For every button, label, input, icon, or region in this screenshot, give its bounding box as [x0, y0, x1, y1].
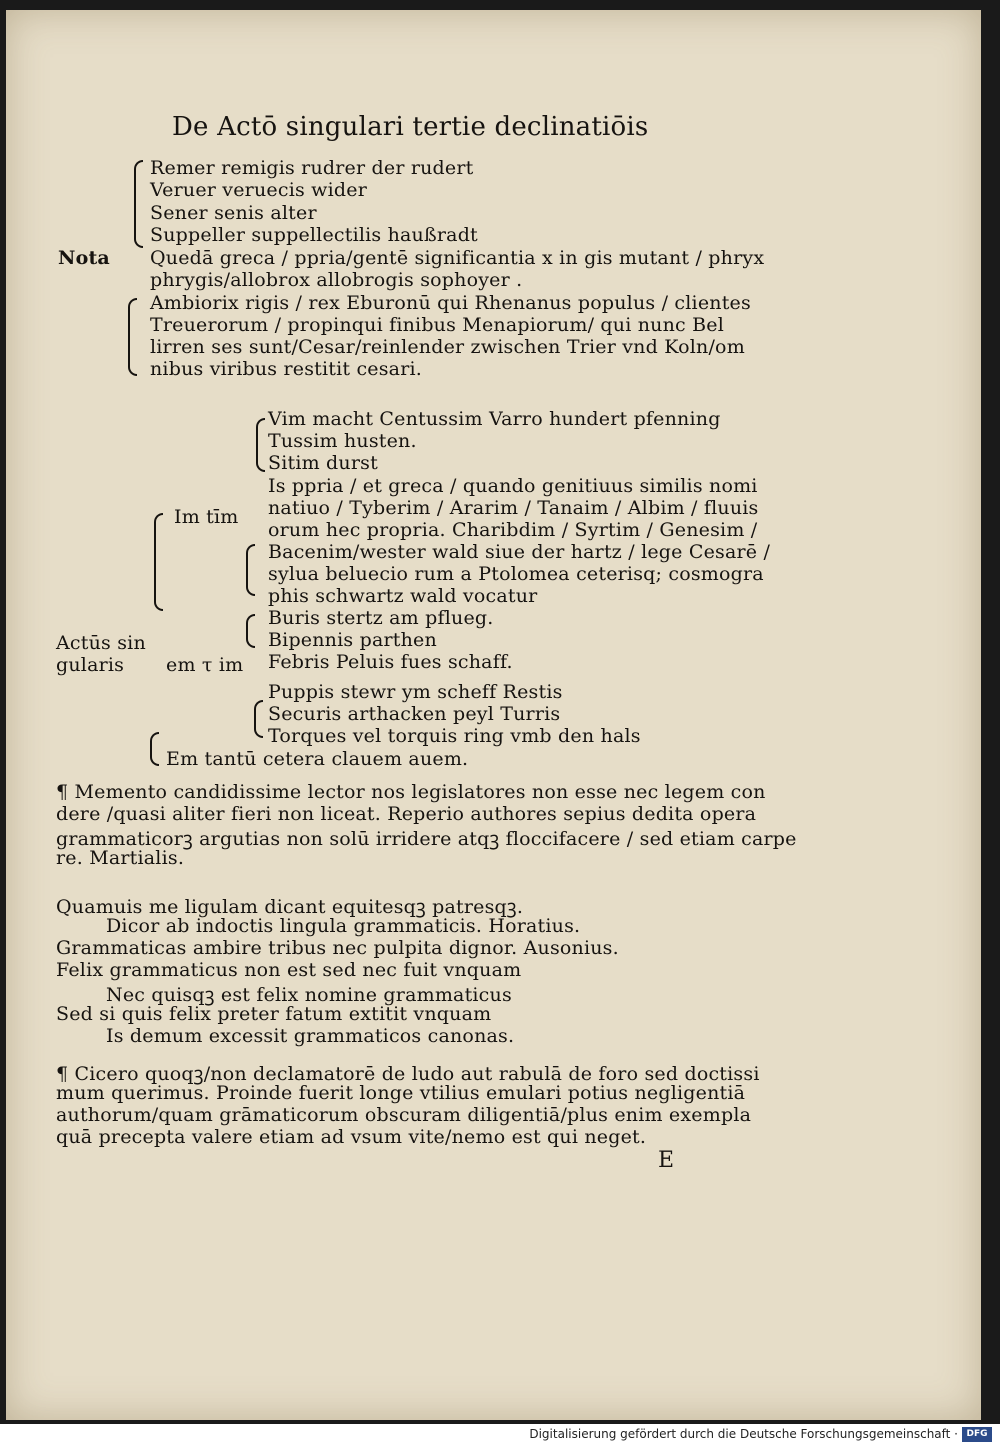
- text-line: Treuerorum / propinqui finibus Menapiorum/ qui nunc Bel: [150, 314, 725, 336]
- verse-line: Grammaticas ambire tribus nec pulpita dignor. Ausonius.: [56, 937, 619, 959]
- text-line: Is ppria / et greca / quando genitiuus similis nomi: [268, 475, 758, 497]
- verse-line: Sed si quis felix preter fatum extitit vnquam: [56, 1003, 492, 1025]
- paragraph-line: quā precepta valere etiam ad vsum vite/nemo est qui neget.: [56, 1126, 647, 1148]
- text-line: sylua beluecio rum a Ptolomea ceterisq; cosmogra: [268, 563, 764, 585]
- verse-line: Dicor ab indoctis lingula grammaticis. Horatius.: [106, 915, 581, 937]
- verse-line: Is demum excessit grammaticos canonas.: [106, 1025, 515, 1047]
- paragraph-line: mum querimus. Proinde fuerit longe vtilius emulari potius negligentiā: [56, 1082, 746, 1104]
- paragraph-line: grammaticorꝫ argutias non solū irridere atqꝫ floccifacere / sed etiam carpe: [56, 828, 797, 850]
- catchword: E: [658, 1148, 675, 1173]
- margin-note: Actūs sin: [56, 632, 146, 654]
- text-line: Sener senis alter: [150, 202, 317, 224]
- paragraph-line: dere /quasi aliter fieri non liceat. Reperio authores sepius dedita opera: [56, 803, 757, 825]
- verse-line: Felix grammaticus non est sed nec fuit vnquam: [56, 959, 522, 981]
- text-line: Vim macht Centussim Varro hundert pfenning: [268, 408, 721, 430]
- text-line: Bipennis parthen: [268, 629, 437, 651]
- text-line: Tussim husten.: [268, 430, 417, 452]
- footer-credit: Digitalisierung gefördert durch die Deutsche Forschungsgemeinschaft ·: [529, 1427, 958, 1441]
- brace-bracket: [246, 544, 255, 596]
- book-page: [6, 10, 981, 1420]
- text-line: phrygis/allobrox allobrogis sophoyer .: [150, 269, 523, 291]
- dfg-logo-icon: DFG: [962, 1427, 992, 1442]
- brace-bracket: [134, 160, 143, 248]
- text-line: Ambiorix rigis / rex Eburonū qui Rhenanus populus / clientes: [150, 292, 751, 314]
- text-line: Quedā greca / ppria/gentē significantia x in gis mutant / phryx: [150, 247, 765, 269]
- paragraph-line: re. Martialis.: [56, 847, 185, 869]
- text-line: lirren ses sunt/Cesar/reinlender zwischen Trier vnd Koln/om: [150, 336, 745, 358]
- text-line: Securis arthacken peyl Turris: [268, 703, 561, 725]
- text-line: Puppis stewr ym scheff Restis: [268, 681, 563, 703]
- text-line: orum hec propria. Charibdim / Syrtim / Genesim /: [268, 519, 758, 541]
- brace-bracket: [128, 298, 137, 376]
- text-line: Buris stertz am pflueg.: [268, 607, 494, 629]
- text-line: nibus viribus restitit cesari.: [150, 358, 422, 380]
- brace-bracket: [246, 614, 255, 648]
- text-line: Remer remigis rudrer der rudert: [150, 157, 474, 179]
- brace-bracket: [254, 700, 263, 738]
- margin-note: gularis: [56, 654, 125, 676]
- text-line: Em tantū cetera clauem auem.: [166, 748, 469, 770]
- verse-line: Quamuis me ligulam dicant equitesqꝫ patresqꝫ.: [56, 896, 524, 918]
- text-line: Veruer veruecis wider: [150, 179, 367, 201]
- brace-bracket: [150, 732, 159, 766]
- text-line: phis schwartz wald vocatur: [268, 585, 538, 607]
- brace-bracket: [256, 418, 265, 472]
- verse-line: Nec quisqꝫ est felix nomine grammaticus: [106, 984, 512, 1006]
- margin-note: Nota: [58, 247, 110, 269]
- text-line: Febris Peluis fues schaff.: [268, 651, 513, 673]
- text-line: Suppeller suppellectilis haußradt: [150, 224, 478, 246]
- margin-note: Im tīm: [174, 506, 239, 528]
- page-title: De Actō singulari tertie declinatiōis: [172, 112, 649, 142]
- paragraph-line: ¶ Cicero quoqꝫ/non declamatorē de ludo aut rabulā de foro sed doctissi: [56, 1063, 760, 1085]
- text-line: natiuo / Tyberim / Ararim / Tanaim / Albim / fluuis: [268, 497, 759, 519]
- footer-bar: [0, 1424, 1000, 1446]
- brace-bracket: [154, 513, 163, 611]
- paragraph-line: authorum/quam grāmaticorum obscuram diligentiā/plus enim exempla: [56, 1104, 752, 1126]
- text-line: Sitim durst: [268, 452, 378, 474]
- text-line: Bacenim/wester wald siue der hartz / lege Cesarē /: [268, 541, 771, 563]
- paragraph-line: ¶ Memento candidissime lector nos legislatores non esse nec legem con: [56, 781, 766, 803]
- margin-note: em τ im: [166, 654, 244, 676]
- text-line: Torques vel torquis ring vmb den hals: [268, 725, 641, 747]
